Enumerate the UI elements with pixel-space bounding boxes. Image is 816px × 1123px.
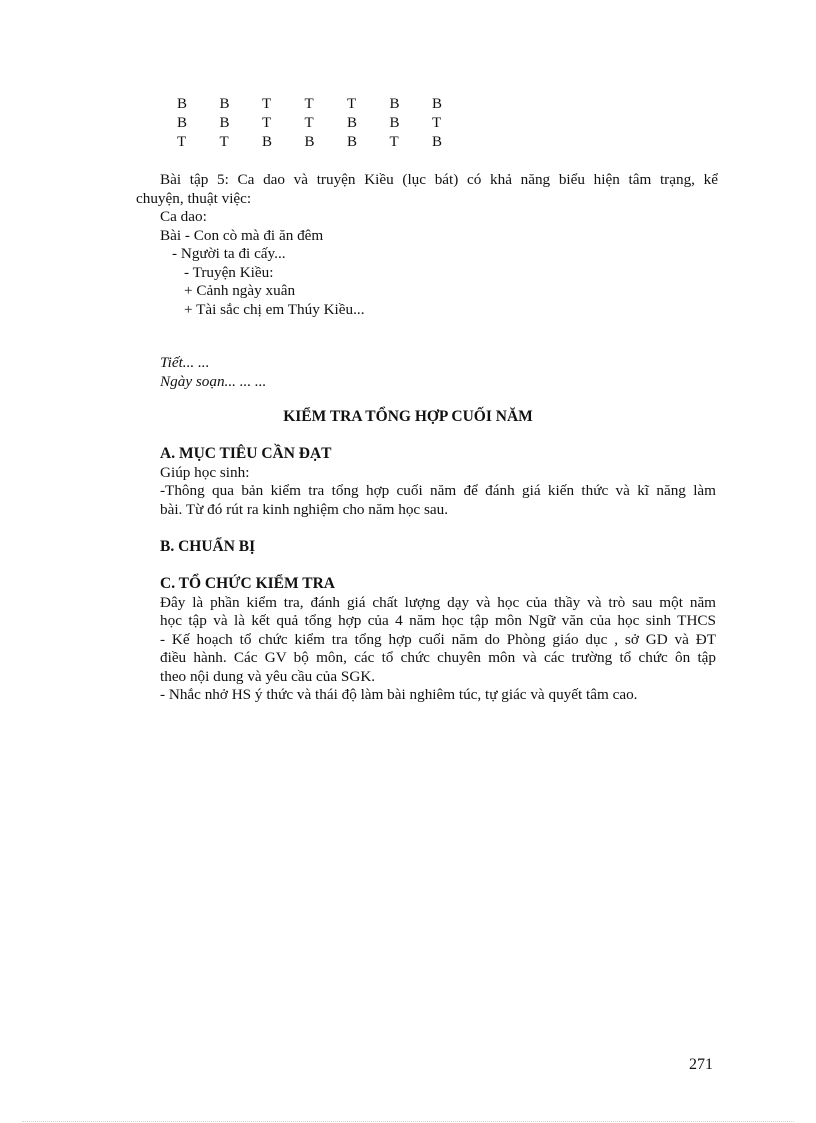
tone-cell: T <box>347 96 357 112</box>
exercise-5-item-1: Bài - Con cò mà đi ăn đêm <box>160 226 324 244</box>
tone-pattern-table <box>177 96 475 153</box>
tone-row <box>177 115 475 134</box>
tone-cell: B <box>304 134 315 150</box>
section-c-line-6: - Nhắc nhở HS ý thức và thái độ làm bài nghiêm túc, tự giác và quyết tâm cao. <box>160 686 638 703</box>
tone-cell: B <box>389 115 400 131</box>
tone-cell: T <box>304 96 314 112</box>
lesson-meta <box>160 354 460 391</box>
tone-cell: T <box>219 134 229 150</box>
tone-cell: B <box>177 115 188 131</box>
tone-cell: B <box>347 115 358 131</box>
section-c-line-2: học tập và là kết quả tổng hợp của 4 năm học tập môn Ngữ văn của học sinh THCS <box>160 612 716 629</box>
tone-cell: B <box>347 134 358 150</box>
section-a-line-1: Giúp học sinh: <box>160 463 250 481</box>
tone-cell: B <box>177 96 188 112</box>
tone-cell: B <box>389 96 400 112</box>
tone-cell: T <box>262 115 272 131</box>
exercise-5-line-2: chuyện, thuật việc: <box>136 189 252 207</box>
footer-divider <box>22 1121 794 1122</box>
section-c-line-3: - Kế hoạch tổ chức kiểm tra tổng hợp cuối năm do Phòng giáo dục , sở GD và ĐT <box>160 630 716 648</box>
tone-cell: B <box>219 96 230 112</box>
tone-cell: T <box>389 134 399 150</box>
tone-cell: B <box>262 134 273 150</box>
tone-row <box>177 134 475 153</box>
tone-cell: T <box>304 115 314 131</box>
section-c-line-4: điều hành. Các GV bộ môn, các tổ chức chuyên môn và các trường tổ chức ôn tập <box>160 649 716 666</box>
tiet-line: Tiết... ... <box>160 354 210 371</box>
section-b-heading: B. CHUẨN BỊ <box>160 538 256 555</box>
exercise-5 <box>136 171 718 319</box>
tone-cell: B <box>432 134 443 150</box>
exercise-5-item-4: + Cảnh ngày xuân <box>184 282 296 299</box>
page-number: 271 <box>689 1056 713 1073</box>
section-a-heading: A. MỤC TIÊU CẦN ĐẠT <box>160 445 332 462</box>
section-a-line-2: -Thông qua bản kiểm tra tổng hợp cuối năm để đánh giá kiến thức và kĩ năng làm <box>160 482 716 499</box>
page-title: KIỂM TRA TỔNG HỢP CUỐI NĂM <box>283 408 533 425</box>
tone-cell: B <box>219 115 230 131</box>
tone-cell: T <box>262 96 272 112</box>
section-b <box>160 538 716 557</box>
section-a-line-3: bài. Từ đó rút ra kinh nghiệm cho năm học sau. <box>160 500 449 518</box>
exercise-5-item-5: + Tài sắc chị em Thúy Kiều... <box>184 300 365 318</box>
section-c <box>160 575 716 705</box>
tone-cell: T <box>177 134 187 150</box>
exercise-5-line-1: Bài tập 5: Ca dao và truyện Kiều (lục bát) có khả năng biểu hiện tâm trạng, kể <box>160 171 718 188</box>
section-c-line-5: theo nội dung và yêu cầu của SGK. <box>160 667 376 685</box>
section-c-heading: C. TỔ CHỨC KIỂM TRA <box>160 575 335 592</box>
ca-dao-label: Ca dao: <box>160 208 207 225</box>
section-a <box>160 445 716 519</box>
exercise-5-item-2: - Người ta đi cấy... <box>172 245 286 262</box>
exercise-5-item-3: - Truyện Kiều: <box>184 263 274 281</box>
tone-cell: B <box>432 96 443 112</box>
tone-row <box>177 96 475 115</box>
ngay-soan-line: Ngày soạn... ... ... <box>160 372 267 390</box>
section-c-line-1: Đây là phần kiểm tra, đánh giá chất lượng dạy và học của thầy và trò sau một năm <box>160 593 716 611</box>
tone-cell: T <box>432 115 442 131</box>
